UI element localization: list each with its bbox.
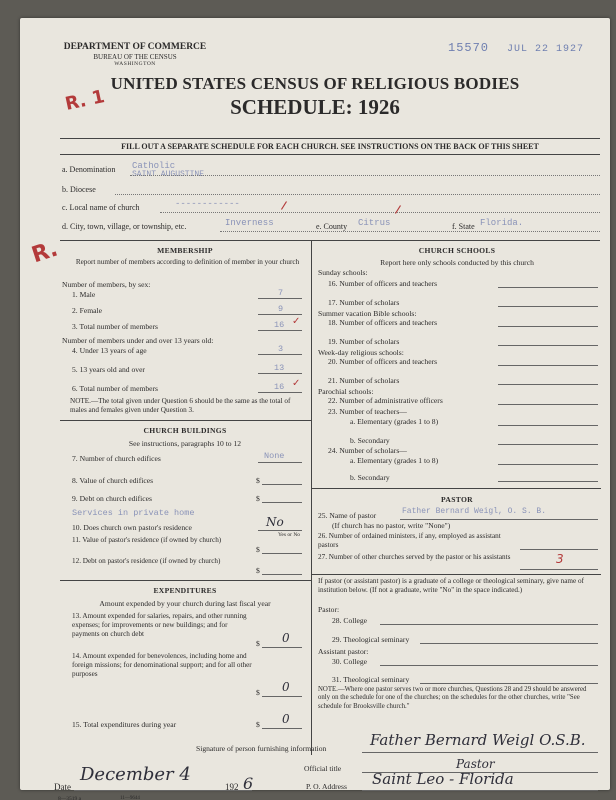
buildings-rule: [60, 420, 311, 421]
q18-line: [498, 326, 598, 327]
q17-label: 17. Number of scholars: [328, 298, 400, 307]
pastor-heading: PASTOR: [441, 495, 473, 504]
q20-line: [498, 365, 598, 366]
q4-value[interactable]: 3: [278, 344, 284, 354]
q1-line: [258, 298, 302, 299]
denomination-row: [62, 165, 115, 174]
q24b-line: [498, 481, 598, 482]
q26-line: [520, 549, 598, 550]
q15-dollar: $: [256, 720, 260, 729]
stamp-date: JUL 22 1927: [507, 44, 585, 55]
asst-sublabel: Assistant pastor:: [318, 647, 369, 656]
q4-label: 4. Under 13 years of age: [72, 346, 147, 355]
state-label: f. State: [452, 222, 475, 231]
q7-value[interactable]: None: [264, 451, 285, 461]
q16-label: 16. Number of officers and teachers: [328, 279, 438, 288]
city-line: [220, 231, 600, 232]
year-prefix: 192: [225, 782, 239, 792]
q23a-label: a. Elementary (grades 1 to 8): [350, 417, 439, 426]
q12-dollar: $: [256, 566, 260, 575]
q3-line: [258, 330, 302, 331]
q30-label: 30. College: [332, 657, 368, 666]
parochial-label: Parochial schools:: [318, 387, 374, 396]
q15-line: [262, 728, 302, 729]
form-title: UNITED STATES CENSUS OF RELIGIOUS BODIES: [110, 74, 520, 93]
q13-line: [262, 647, 302, 648]
services-note[interactable]: Services in private home: [72, 508, 195, 518]
q29-label: 29. Theological seminary: [332, 635, 410, 644]
pastor-sublabel: Pastor:: [318, 605, 340, 614]
q25-value[interactable]: Father Bernard Weigl, O. S. B.: [402, 507, 547, 516]
q24a-line: [498, 464, 598, 465]
denomination-line: [130, 175, 600, 176]
under-over-label: Number of members under and over 13 years old:: [62, 336, 214, 345]
q16-line: [498, 287, 598, 288]
q13-value[interactable]: 0: [282, 631, 290, 645]
q22-label: 22. Number of administrative officers: [328, 396, 443, 405]
q27-line: [520, 569, 598, 570]
q27-label: 27. Number of other churches served by the pastor or his assistants: [318, 553, 511, 561]
denomination-label: a. Denomination: [62, 165, 116, 174]
buildings-heading: CHURCH BUILDINGS: [143, 426, 227, 435]
q15-value[interactable]: 0: [282, 712, 290, 726]
department-name: DEPARTMENT OF COMMERCE: [63, 42, 207, 52]
q1-label: 1. Male: [72, 290, 96, 299]
address-label: P. O. Address: [306, 782, 347, 791]
q11-line: [262, 553, 302, 554]
q31-line: [420, 683, 598, 684]
q10-label: 10. Does church own pastor's residence: [72, 523, 192, 532]
address-line: [362, 790, 598, 791]
q26-label: 26. Number of ordained ministers, if any, employed as assistant pastors: [318, 532, 501, 549]
q31-label: 31. Theological seminary: [332, 675, 410, 684]
q2-line: [258, 314, 302, 315]
received-stamp: [448, 41, 584, 55]
q18-label: 18. Number of officers and teachers: [328, 318, 438, 327]
q17-line: [498, 306, 598, 307]
q9-dollar: $: [256, 494, 260, 503]
city-label: d. City, town, village, or township, etc.: [62, 222, 187, 231]
q23b-line: [498, 444, 598, 445]
q23-label: 23. Number of teachers—: [328, 407, 407, 416]
department-block: [60, 42, 210, 67]
q10-line: [258, 530, 302, 531]
instruction-band: FILL OUT A SEPARATE SCHEDULE FOR EACH CHURCH. SEE INSTRUCTIONS ON THE BACK OF THIS SHEET: [60, 138, 600, 155]
q10-value[interactable]: No: [266, 515, 284, 529]
q8-dollar: $: [256, 476, 260, 485]
denomination-value-2[interactable]: SAINT AUGUSTINE: [132, 170, 205, 179]
q23b-label: b. Secondary: [350, 436, 390, 445]
membership-intro: Report number of members according to definition of member in your church: [75, 258, 300, 266]
stamp-number: 15570: [448, 41, 490, 55]
q14-value[interactable]: 0: [282, 680, 290, 694]
q11-dollar: $: [256, 545, 260, 554]
q21-label: 21. Number of scholars: [328, 376, 400, 385]
q6-label: 6. Total number of members: [72, 384, 159, 393]
q14-dollar: $: [256, 688, 260, 697]
q3-value[interactable]: 16: [274, 320, 285, 330]
q14-label: 14. Amount expended for benevolences, including home and foreign missions; for denominational support; and for all other purposes: [72, 652, 252, 678]
vacation-label: Summer vacation Bible schools:: [318, 309, 417, 318]
county-value[interactable]: Citrus: [358, 218, 391, 228]
q9-label: 9. Debt on church edifices: [72, 494, 152, 503]
grad-note: If pastor (or assistant pastor) is a graduate of a college or theological seminary, give name of institution below. (If not a graduate, write "No" in the space indicated.): [318, 577, 584, 594]
q1-value[interactable]: 7: [278, 288, 284, 298]
buildings-sub: See instructions, paragraphs 10 to 12: [128, 439, 242, 448]
official-title-value[interactable]: Pastor: [456, 757, 495, 771]
red-check-4: ✓: [292, 378, 301, 389]
q8-line: [262, 484, 302, 485]
red-check-3: ✓: [292, 316, 301, 327]
expenditures-heading: EXPENDITURES: [153, 586, 217, 595]
date-label: Date: [54, 782, 71, 792]
diocese-label: b. Diocese: [62, 185, 96, 194]
red-check-1: /: [280, 198, 288, 213]
membership-heading: MEMBERSHIP: [157, 246, 213, 255]
local-name-line: [160, 212, 600, 213]
q13-label: 13. Amount expended for salaries, repairs, and other running expenses; for improvements or new buildings; and for payments on church debt: [72, 612, 247, 638]
q25-sub: (If church has no pastor, write "None"): [332, 521, 451, 530]
q7-label: 7. Number of church edifices: [72, 454, 161, 463]
grid-top-rule: [60, 240, 600, 241]
q24-label: 24. Number of scholars—: [328, 446, 407, 455]
census-schedule-page: [20, 18, 610, 800]
q3-label: 3. Total number of members: [72, 322, 159, 331]
sunday-label: Sunday schools:: [318, 268, 368, 277]
grad-rule: [311, 574, 601, 575]
signature-line: [362, 752, 598, 753]
q29-line: [420, 643, 598, 644]
city-value[interactable]: Inverness: [225, 218, 274, 228]
schools-intro: Report here only schools conducted by this church: [380, 258, 534, 267]
q13-dollar: $: [256, 639, 260, 648]
schools-heading: CHURCH SCHOOLS: [418, 246, 496, 255]
year-value[interactable]: 6: [243, 774, 254, 793]
q5-label: 5. 13 years old and over: [72, 365, 145, 374]
local-name-value[interactable]: ------------: [175, 199, 240, 209]
q19-label: 19. Number of scholars: [328, 337, 400, 346]
print-number: 11—9644: [120, 796, 140, 800]
q6-line: [258, 392, 302, 393]
q28-line: [380, 624, 598, 625]
form-number: 8—3519 a: [58, 796, 82, 800]
q11-label: 11. Value of pastor's residence (if owned by church): [72, 536, 222, 544]
q30-line: [380, 665, 598, 666]
pastor-rule: [311, 488, 601, 489]
q14-line: [262, 696, 302, 697]
q5-line: [258, 373, 302, 374]
q25-label: 25. Name of pastor: [318, 511, 377, 520]
q6-value[interactable]: 16: [274, 382, 285, 392]
denomination-value[interactable]: Catholic: [132, 161, 176, 171]
q5-value[interactable]: 13: [274, 363, 285, 373]
expenditures-rule: [60, 580, 311, 581]
q2-label: 2. Female: [72, 306, 102, 315]
red-mark-left: R.: [28, 236, 61, 269]
bureau-name: BUREAU OF THE CENSUS: [93, 52, 177, 61]
expenditures-sub: Amount expended by your church during last fiscal year: [99, 599, 271, 608]
q24a-label: a. Elementary (grades 1 to 8): [350, 456, 439, 465]
q23a-line: [498, 425, 598, 426]
diocese-line: [115, 194, 600, 195]
date-value[interactable]: December 4: [80, 764, 191, 785]
q21-line: [498, 384, 598, 385]
q22-line: [498, 404, 598, 405]
q25-line: [400, 519, 598, 520]
county-label: e. County: [316, 222, 348, 231]
q24b-label: b. Secondary: [350, 473, 390, 482]
official-title-label: Official title: [304, 764, 342, 773]
members-by-sex: Number of members, by sex:: [62, 280, 151, 289]
q19-line: [498, 345, 598, 346]
state-value[interactable]: Florida.: [480, 218, 524, 228]
q9-line: [262, 502, 302, 503]
q28-label: 28. College: [332, 616, 368, 625]
signature-label: Signature of person furnishing information: [196, 744, 327, 753]
signature-value[interactable]: Father Bernard Weigl O.S.B.: [370, 731, 586, 749]
membership-note: NOTE.—The total given under Question 6 should be the same as the total of males and females given under Question 3.: [70, 397, 291, 414]
city-name: WASHINGTON: [114, 60, 156, 67]
local-name-label: c. Local name of church: [62, 203, 140, 212]
q8-label: 8. Value of church edifices: [72, 476, 154, 485]
address-value[interactable]: Saint Leo - Florida: [372, 770, 514, 788]
q12-label: 12. Debt on pastor's residence (if owned by church): [72, 557, 221, 565]
q15-label: 15. Total expenditures during year: [72, 720, 177, 729]
q27-value[interactable]: 3: [556, 552, 564, 566]
red-check-2: /: [394, 202, 402, 217]
q4-line: [258, 354, 302, 355]
pastor-note: NOTE.—Where one pastor serves two or more churches, Questions 28 and 29 should be answered only on the schedule for one of the churches; on the schedules for the other churches, write "See schedule for Brooksville church.": [318, 686, 587, 710]
q2-value[interactable]: 9: [278, 304, 284, 314]
q20-label: 20. Number of officers and teachers: [328, 357, 438, 366]
red-mark-top: R. 1: [63, 86, 107, 115]
yes-no-hint: Yes or No: [278, 532, 301, 538]
q12-line: [262, 574, 302, 575]
q7-line: [258, 462, 302, 463]
weekday-label: Week-day religious schools:: [318, 348, 404, 357]
form-subtitle: SCHEDULE: 1926: [230, 95, 400, 119]
